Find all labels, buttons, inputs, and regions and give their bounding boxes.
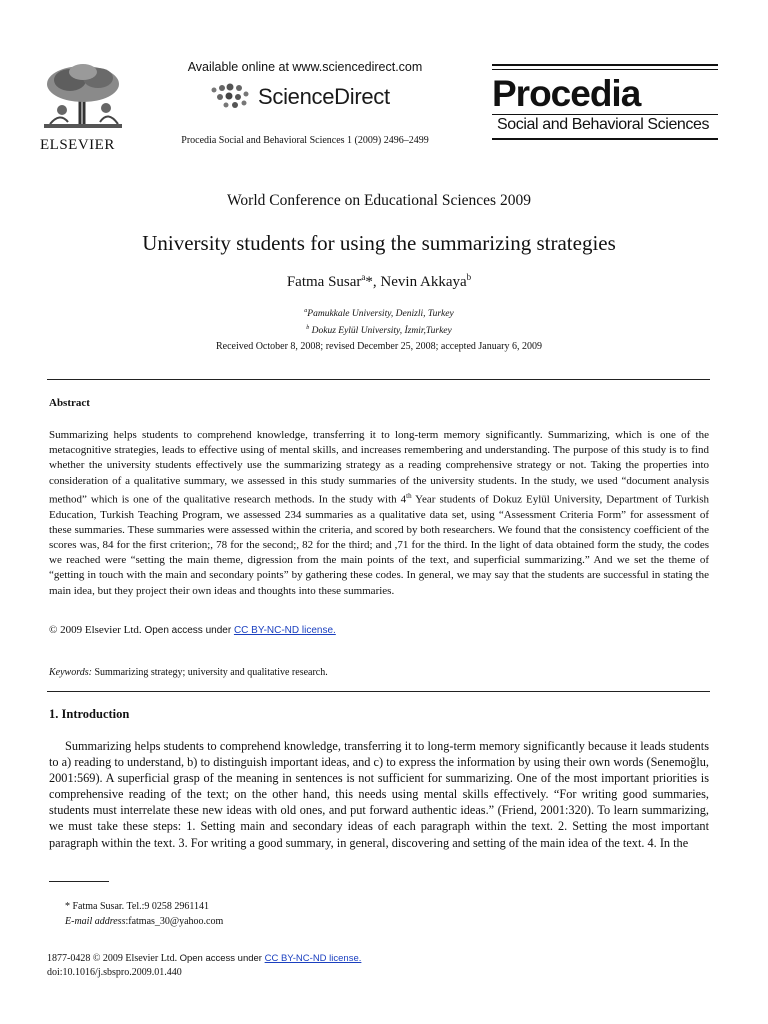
conference-name: World Conference on Educational Sciences 2009 [227, 192, 531, 209]
abstract-copyright: © 2009 Elsevier Ltd. Open access under CC BY-NC-ND license. [49, 624, 336, 636]
journal-citation: Procedia Social and Behavioral Sciences 1 (2009) 2496–2499 [181, 135, 429, 146]
sciencedirect-logo [208, 78, 428, 114]
keywords [49, 667, 328, 678]
introduction-body: Summarizing helps students to comprehend knowledge, transferring it to long-term memory significantly because it leads students to a) reading to understand, b) to distinguish important ideas, and c) to express the information by using their own words (Senemoğlu, 2001:569). A superficial grasp of the meaning in sentences is not sufficient for summarizing. One of the most important priorities is comprehensive reading of the text; on the other hand, this needs using mental skills effectively. “For writing good summaries, students must interrelate these new ideas with old ones, and put forward authentic ideas.” (Friend, 2001:320). To learn summarizing, we must take these steps: 1. Setting main and secondary ideas of each paragraph within the text. 2. Setting the most important paragraph within the text. 3. For writing a good summary, in general, discovering and setting of the main idea of the text. 4. In the [49, 739, 709, 850]
author-1: Fatma Susar [286, 274, 362, 290]
corresponding-mark: *, [365, 274, 381, 290]
abstract-heading: Abstract [49, 397, 90, 409]
footer-license-link[interactable]: CC BY-NC-ND license. [264, 953, 362, 964]
introduction-heading: 1. Introduction [49, 707, 130, 721]
abstract-body: Summarizing helps students to comprehend knowledge, transferring it to long-term memory significantly. Summarizing, which is one of the metacognitive strategies, leads to effective using of mental skills, and increases remembering and understanding. The purpose of this study is to find whether the university students effectively use the summarizing strategy as a reading comprehensive strategy or not. Taking the properties into consideration of a qualitative summary, we assessed in this study summaries of the university students. In the study, we used “document analysis method” which is one of the qualitative research methods. In the study with 4th Year students of Dokuz Eylül University, Department of Turkish Education, Turkish Teaching Program, we assessed 234 summaries as a qualitative data set, using “Assessment Criteria Form” for assessment of these summaries. These summaries were assessed within the criteria, and scored by both researchers. We found that the consistency coefficient of the scores was, 84 for the first criterion;, 78 for the second;, 82 for the third; and ,71 for the third. In the light of data obtained form the study, the codes we reached were “setting the main theme, digression from the main points of the text, and superficial summarizing.” And we set the theme of “getting in touch with the main and secondary points” by gathering these codes. In general, we may say that the students are successful in stating the main idea, but they project their own ideas and thoughts into these summaries. [49, 429, 710, 597]
abstract-top-rule [47, 379, 710, 380]
procedia-title: Procedia [492, 73, 641, 114]
sciencedirect-dots-icon [208, 82, 256, 112]
author-2-affil-mark: b [466, 272, 472, 282]
license-link[interactable]: CC BY-NC-ND license. [233, 625, 336, 636]
author-1-affil-mark: a [361, 272, 366, 282]
footer-open-access-label: Open access under [179, 953, 265, 964]
procedia-top-rule [492, 64, 718, 66]
affiliation-a: $^a$Pamukkale University, Denizli, Turkey [304, 308, 454, 320]
procedia-mid-rule [492, 114, 718, 115]
open-access-label: Open access under [144, 625, 234, 636]
author-2: Nevin Akkaya [380, 274, 467, 290]
available-online-text: Available online at www.sciencedirect.com [187, 60, 423, 74]
footnote-rule [49, 881, 109, 882]
footnote [65, 899, 223, 929]
footer-doi: doi:10.1016/j.sbspro.2009.01.440 [47, 967, 182, 978]
elsevier-tree-icon [40, 62, 126, 130]
footnote-contact: * Fatma Susar. Tel.:9 0258 2961141 [65, 901, 210, 912]
affiliation-b: $^b$ Dokuz Eylül University, İzmir,Turkey [306, 325, 452, 337]
publisher-name: ELSEVIER [40, 137, 115, 153]
received-dates: Received October 8, 2008; revised December 25, 2008; accepted January 6, 2009 [216, 341, 542, 352]
keywords-text: Summarizing strategy; university and qualitative research. [91, 667, 328, 678]
paper-title: University students for using the summarizing strategies [142, 231, 616, 255]
procedia-top-rule-thin [492, 69, 718, 70]
keywords-bottom-rule [47, 691, 710, 692]
keywords-label: Keywords: [49, 667, 92, 678]
footer-issn: 1877-0428 © 2009 Elsevier Ltd. Open access under CC BY-NC-ND license. [47, 953, 362, 964]
affiliations [0, 304, 758, 338]
procedia-bottom-rule [492, 138, 718, 140]
authors [0, 272, 758, 291]
footnote-email: E-mail address:fatmas_30@yahoo.com [65, 916, 224, 927]
procedia-subtitle: Social and Behavioral Sciences [497, 116, 710, 133]
sciencedirect-wordmark: ScienceDirect [258, 84, 390, 109]
elsevier-logo [40, 62, 128, 153]
